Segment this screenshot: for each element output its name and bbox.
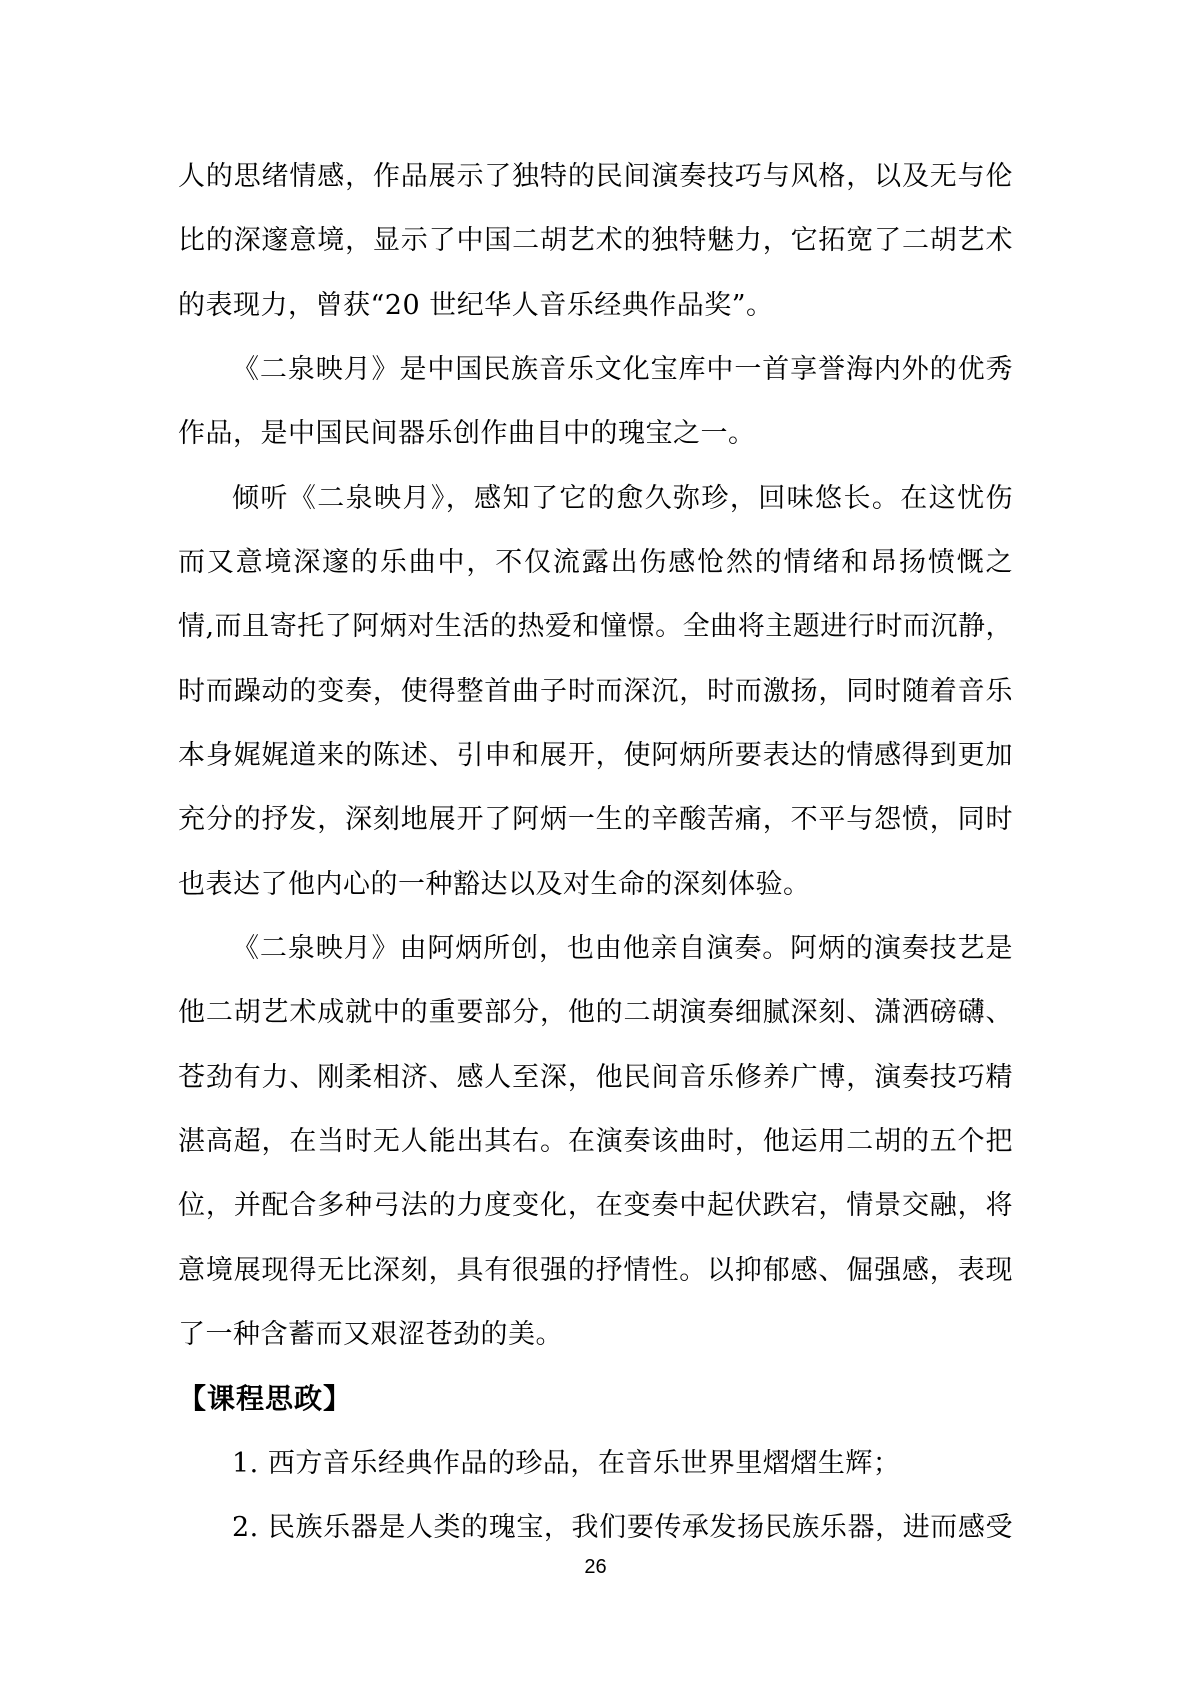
text-line: 人的思绪情感，作品展示了独特的民间演奏技巧与风格，以及无与伦 [178, 161, 1013, 192]
document-body [178, 145, 1013, 1560]
text-line: 《二泉映月》是中国民族音乐文化宝库中一首享誉海内外的优秀 [232, 353, 1013, 385]
text-line: 本身娓娓道来的陈述、引申和展开，使阿炳所要表达的情感得到更加 [178, 739, 1013, 771]
text-line: 的表现力，曾获“20 世纪华人音乐经典作品奖”。 [178, 289, 774, 321]
text-line: 而又意境深邃的乐曲中，不仅流露出伤感怆然的情绪和昂扬愤慨之 [178, 546, 1013, 578]
section-heading: 【课程思政】 [178, 1382, 353, 1416]
text-line: 湛高超，在当时无人能出其右。在演奏该曲时，他运用二胡的五个把 [178, 1125, 1013, 1157]
text-line: 了一种含蓄而又艰涩苍劲的美。 [178, 1318, 563, 1350]
text-line: 倾听《二泉映月》，感知了它的愈久弥珍，回味悠长。在这忧伤 [232, 482, 1013, 514]
text-line: 苍劲有力、刚柔相济、感人至深，他民间音乐修养广博，演奏技巧精 [178, 1061, 1013, 1093]
page-number: 26 [584, 1556, 607, 1578]
text-line: 位，并配合多种弓法的力度变化，在变奏中起伏跌宕，情景交融，将 [178, 1190, 1013, 1222]
text-line: 《二泉映月》由阿炳所创，也由他亲自演奏。阿炳的演奏技艺是 [232, 932, 1013, 964]
text-line: 2. 民族乐器是人类的瑰宝，我们要传承发扬民族乐器，进而感受 [232, 1511, 1013, 1543]
text-line: 时而躁动的变奏，使得整首曲子时而深沉，时而激扬，同时随着音乐 [178, 675, 1013, 707]
text-line: 充分的抒发，深刻地展开了阿炳一生的辛酸苦痛，不平与怨愤，同时 [178, 804, 1013, 836]
text-line: 也表达了他内心的一种豁达以及对生命的深刻体验。 [178, 868, 811, 900]
text-line: 比的深邃意境，显示了中国二胡艺术的独特魅力，它拓宽了二胡艺术 [178, 225, 1013, 257]
text-line: 意境展现得无比深刻，具有很强的抒情性。以抑郁感、倔强感，表现 [178, 1254, 1013, 1286]
text-line: 1. 西方音乐经典作品的珍品，在音乐世界里熠熠生辉； [232, 1447, 901, 1479]
text-line: 情,而且寄托了阿炳对生活的热爱和憧憬。全曲将主题进行时而沉静， [178, 611, 1013, 643]
text-line: 作品，是中国民间器乐创作曲目中的瑰宝之一。 [178, 418, 756, 450]
text-line: 他二胡艺术成就中的重要部分，他的二胡演奏细腻深刻、潇洒磅礴、 [178, 997, 1013, 1029]
